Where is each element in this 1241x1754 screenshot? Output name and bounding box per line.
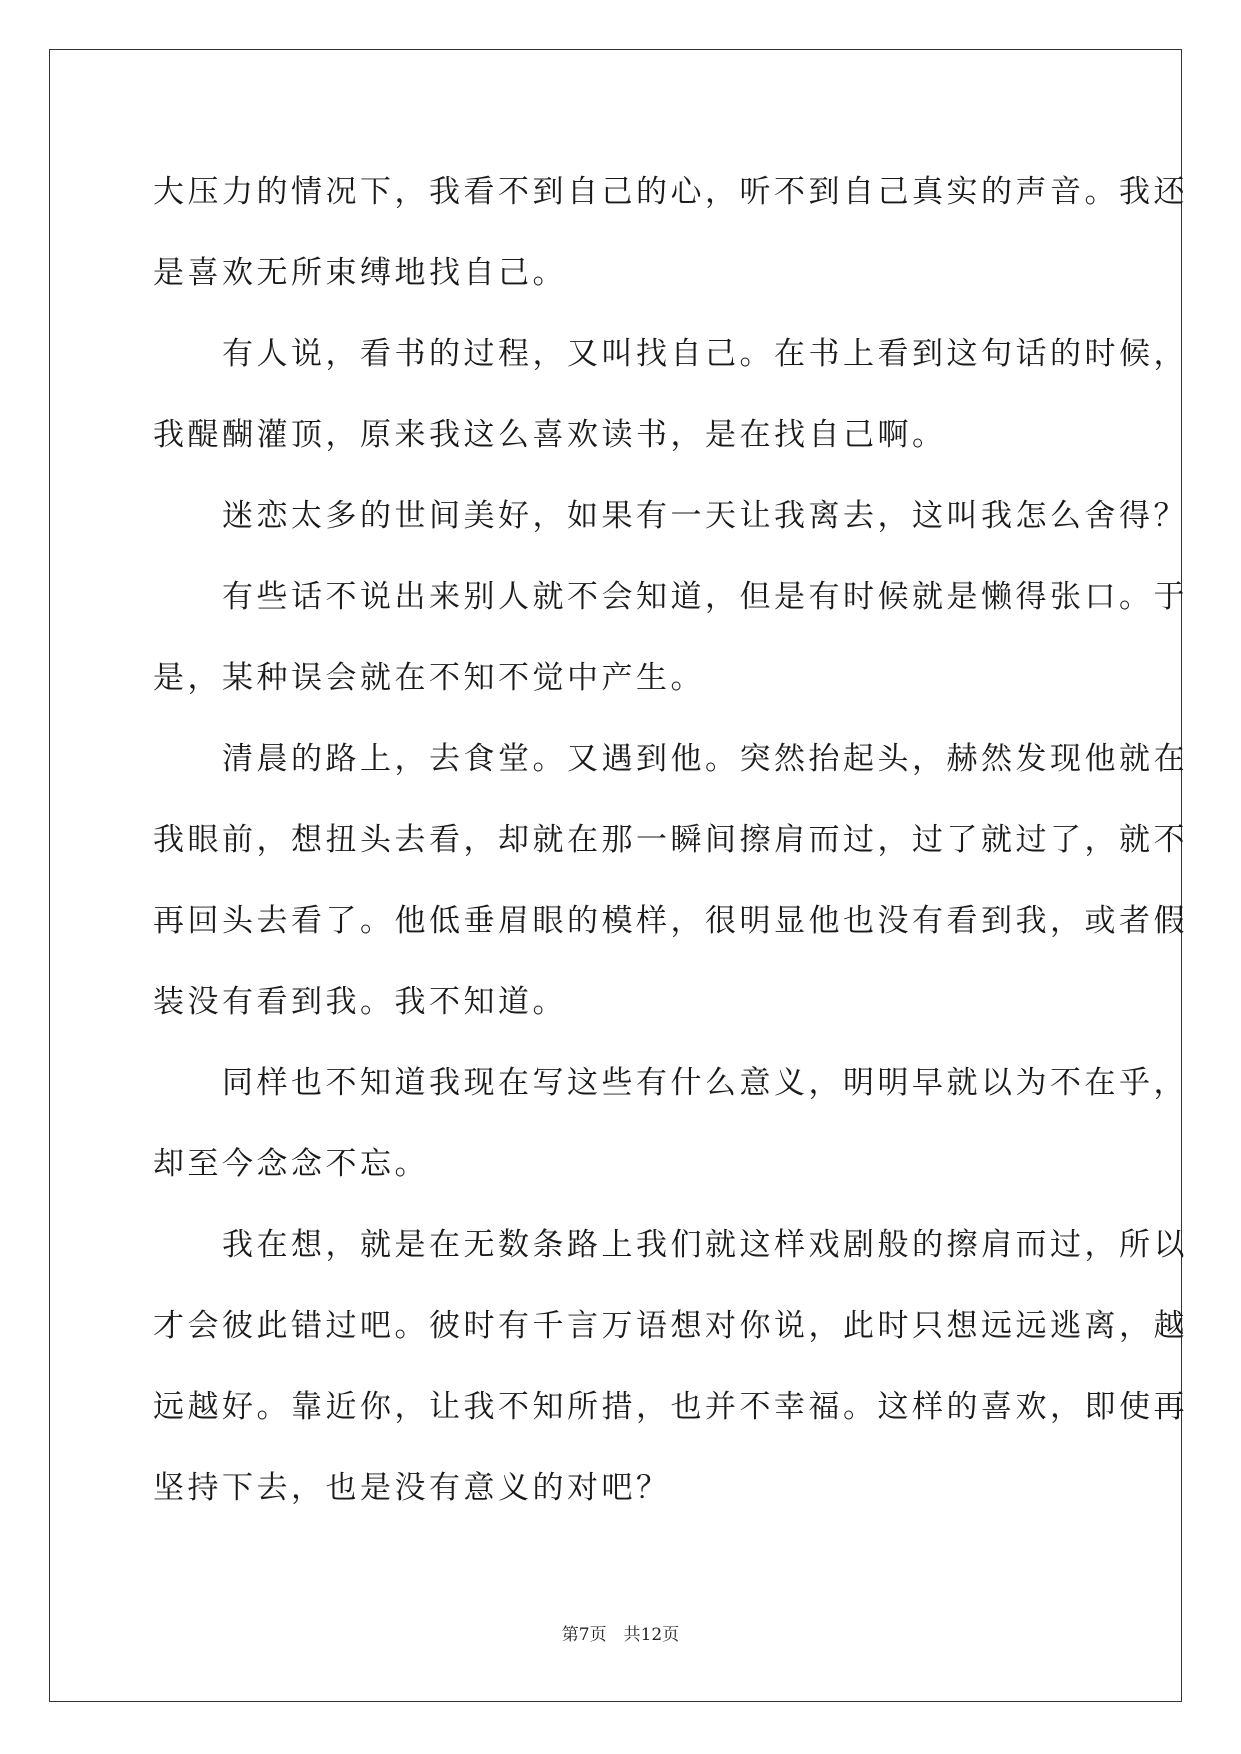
text-line: 却至今念念不忘。 — [153, 1146, 429, 1182]
text-line: 是喜欢无所束缚地找自己。 — [153, 255, 567, 291]
text-line: 同样也不知道我现在写这些有什么意义，明明早就以为不在乎， — [153, 1065, 1188, 1101]
text-line: 有人说，看书的过程，又叫找自己。在书上看到这句话的时候， — [153, 336, 1188, 372]
text-line: 是，某种误会就在不知不觉中产生。 — [153, 660, 705, 696]
text-line: 坚持下去，也是没有意义的对吧？ — [153, 1470, 671, 1506]
page-footer — [0, 1620, 1241, 1645]
text-line: 有些话不说出来别人就不会知道，但是有时候就是懒得张口。于 — [153, 579, 1188, 615]
text-line: 我眼前，想扭头去看，却就在那一瞬间擦肩而过，过了就过了，就不 — [153, 822, 1188, 858]
text-line: 我醍醐灌顶，原来我这么喜欢读书，是在找自己啊。 — [153, 417, 947, 453]
text-line: 大压力的情况下，我看不到自己的心，听不到自己真实的声音。我还 — [153, 174, 1188, 210]
text-line: 清晨的路上，去食堂。又遇到他。突然抬起头，赫然发现他就在 — [153, 741, 1188, 777]
text-line: 迷恋太多的世间美好，如果有一天让我离去，这叫我怎么舍得？ — [153, 498, 1188, 534]
text-line: 远越好。靠近你，让我不知所措，也并不幸福。这样的喜欢，即使再 — [153, 1389, 1188, 1425]
document-body — [153, 152, 1188, 1529]
page-number-label: 第7页 共12页 — [561, 1625, 680, 1645]
text-line: 装没有看到我。我不知道。 — [153, 984, 567, 1020]
text-line: 再回头去看了。他低垂眉眼的模样，很明显他也没有看到我，或者假 — [153, 903, 1188, 939]
text-line: 才会彼此错过吧。彼时有千言万语想对你说，此时只想远远逃离，越 — [153, 1308, 1188, 1344]
text-line: 我在想，就是在无数条路上我们就这样戏剧般的擦肩而过，所以 — [153, 1227, 1188, 1263]
